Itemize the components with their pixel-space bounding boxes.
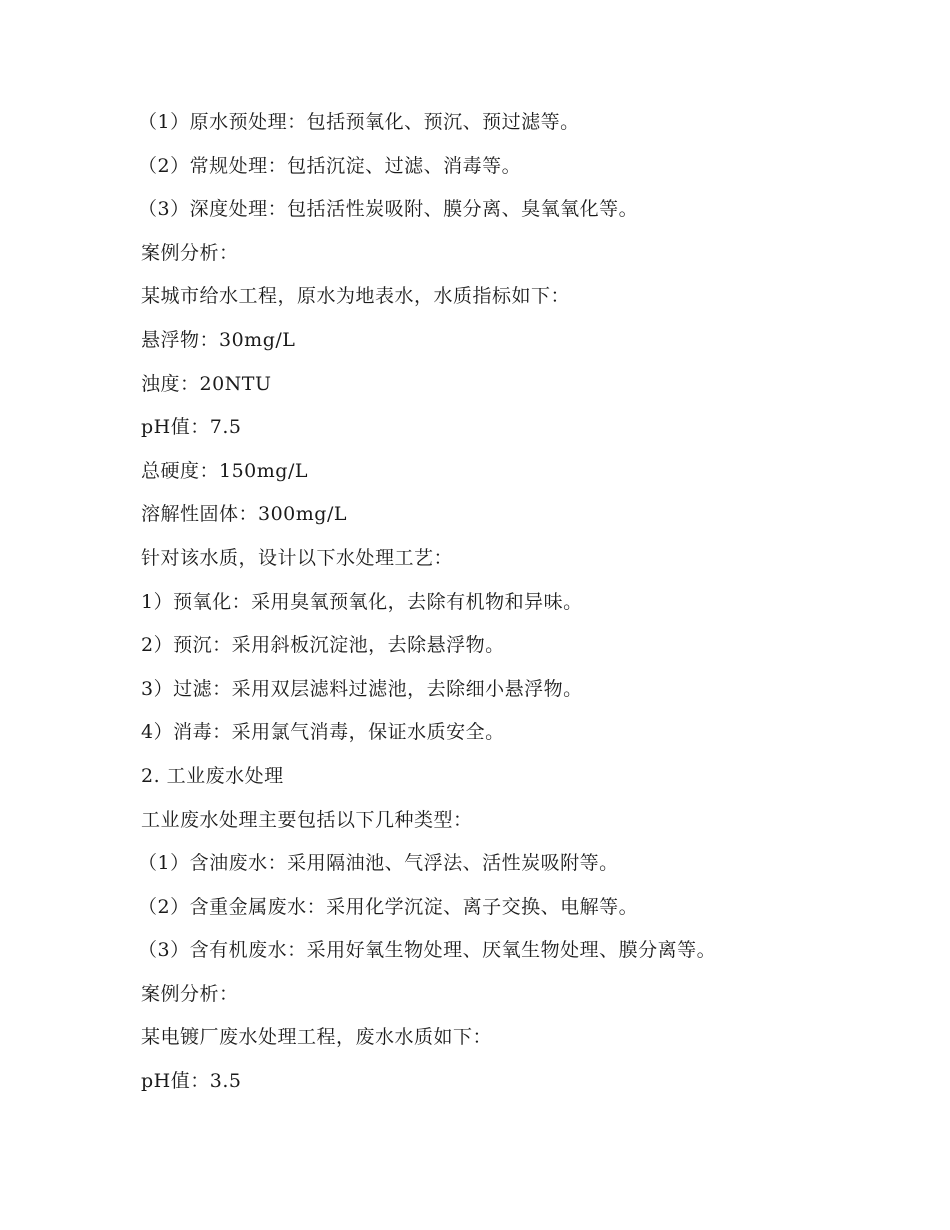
water-quality-ph: pH值：7.5: [141, 416, 242, 439]
wastewater-type-1: （1）含油废水：采用隔油池、气浮法、活性炭吸附等。: [138, 852, 619, 875]
wastewater-type-3: （3）含有机废水：采用好氧生物处理、厌氧生物处理、膜分离等。: [138, 939, 717, 962]
process-step-4: 4）消毒：采用氯气消毒，保证水质安全。: [141, 721, 505, 744]
section-heading-industrial-wastewater: 2. 工业废水处理: [141, 764, 284, 787]
process-step-2: 2）预沉：采用斜板沉淀池，去除悬浮物。: [141, 634, 505, 657]
process-step-3: 3）过滤：采用双层滤料过滤池，去除细小悬浮物。: [141, 677, 583, 700]
water-quality-suspended-solids: 悬浮物：30mg/L: [141, 328, 296, 351]
case-analysis-heading-2: 案例分析：: [141, 982, 239, 1005]
water-quality-dissolved-solids: 溶解性固体：300mg/L: [141, 503, 347, 526]
wastewater-quality-ph: pH值：3.5: [141, 1070, 242, 1093]
pretreatment-item-1: （1）原水预处理：包括预氧化、预沉、预过滤等。: [138, 111, 580, 133]
water-quality-turbidity: 浊度：20NTU: [141, 372, 272, 395]
process-step-1: 1）预氧化：采用臭氧预氧化，去除有机物和异味。: [141, 590, 583, 613]
process-design-intro: 针对该水质，设计以下水处理工艺：: [141, 546, 454, 569]
water-quality-hardness: 总硬度：150mg/L: [141, 459, 308, 482]
document-body: [0, 101, 950, 1104]
case-intro-text: 某城市给水工程，原水为地表水，水质指标如下：: [141, 285, 571, 308]
pretreatment-item-2: （2）常规处理：包括沉淀、过滤、消毒等。: [138, 154, 522, 177]
case-analysis-heading: 案例分析：: [141, 241, 239, 264]
pretreatment-item-3: （3）深度处理：包括活性炭吸附、膜分离、臭氧氧化等。: [138, 198, 639, 221]
industrial-types-intro: 工业废水处理主要包括以下几种类型：: [141, 808, 473, 831]
electroplating-case-intro: 某电镀厂废水处理工程，废水水质如下：: [141, 1026, 493, 1049]
wastewater-type-2: （2）含重金属废水：采用化学沉淀、离子交换、电解等。: [138, 895, 639, 918]
